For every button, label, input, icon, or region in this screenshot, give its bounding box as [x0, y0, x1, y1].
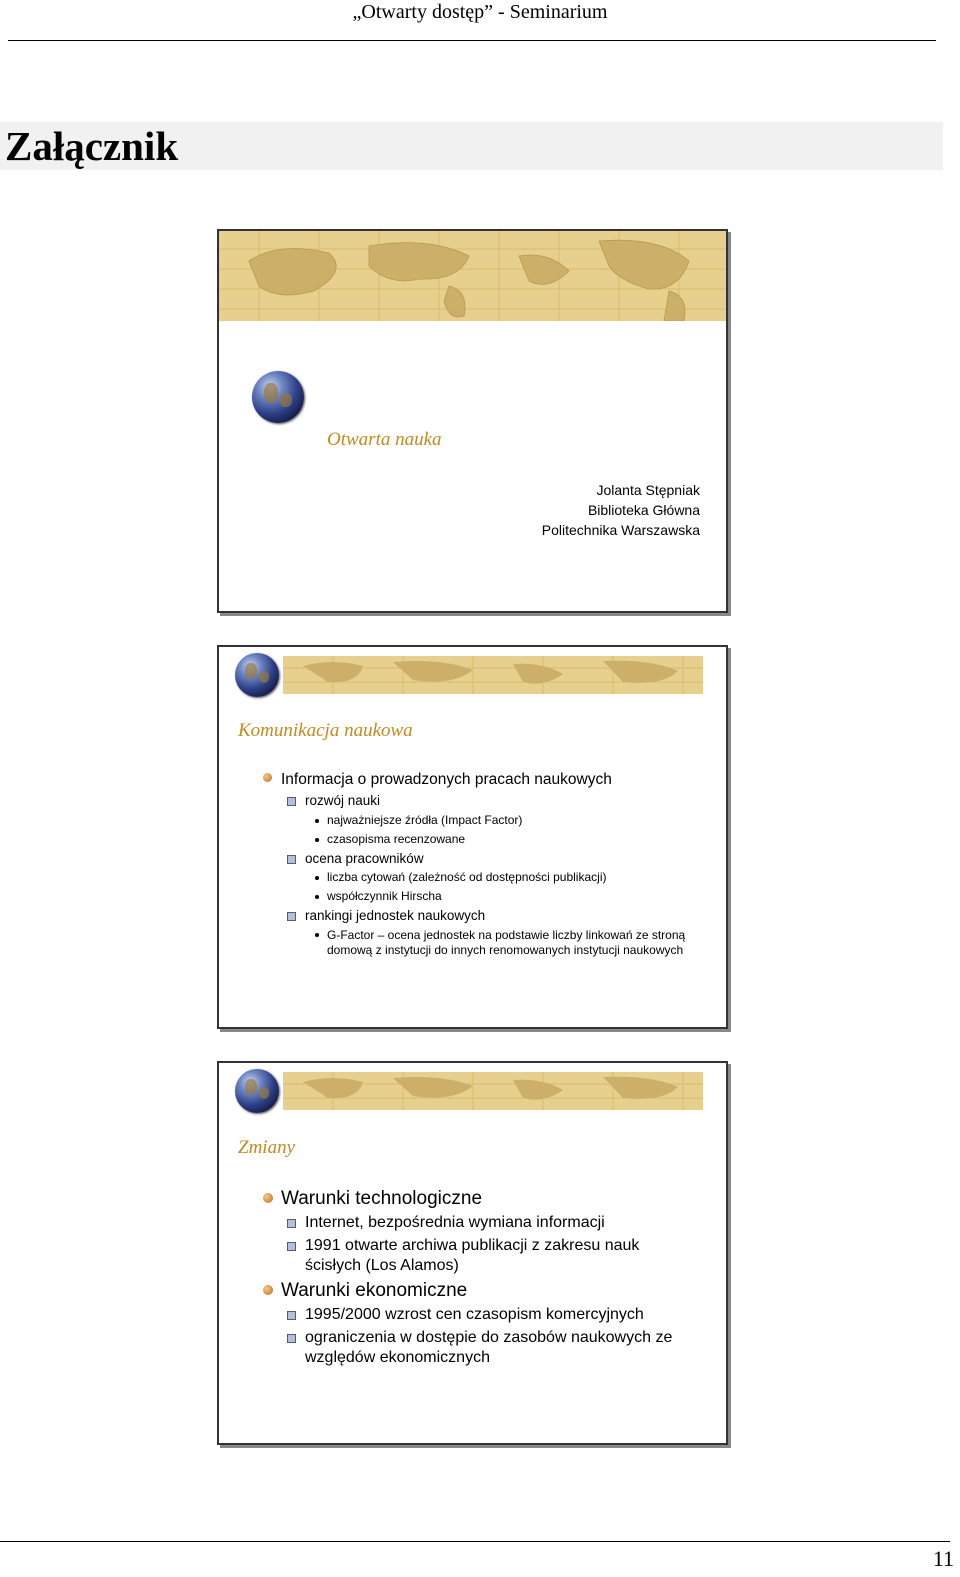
world-map-banner [283, 1072, 703, 1110]
bullet-icon [315, 895, 319, 899]
slide-title: Komunikacja naukowa [238, 720, 413, 741]
list-item: Warunki ekonomiczne [263, 1278, 703, 1304]
slide-title: Zmiany [238, 1137, 295, 1158]
world-map-icon [219, 231, 726, 321]
bullet-icon [315, 819, 319, 823]
slide-3 [217, 1061, 728, 1445]
slide-1 [217, 229, 728, 613]
bullet-icon [263, 773, 272, 782]
globe-icon [252, 371, 304, 423]
page-header-title: „Otwarty dostęp” - Seminarium [352, 1, 608, 23]
list-item: czasopisma recenzowane [313, 830, 703, 849]
bullet-icon [287, 1334, 296, 1343]
bullet-icon [263, 1285, 273, 1295]
world-map-icon [283, 656, 703, 694]
bullet-icon [287, 855, 296, 864]
section-title: Załącznik [5, 123, 179, 169]
list-item: Internet, bezpośrednia wymiana informacji [287, 1212, 703, 1233]
list-item: Informacja o prowadzonych pracach naukowych [263, 769, 703, 791]
list-item: 1995/2000 wzrost cen czasopism komercyjnych [287, 1304, 703, 1326]
list-item: Warunki technologiczne [263, 1186, 703, 1212]
bullet-icon [315, 838, 319, 842]
page-number: 11 [932, 1546, 954, 1571]
list-item: najważniejsze źródła (Impact Factor) [313, 811, 703, 830]
author-block [542, 480, 700, 540]
list-item: rankingi jednostek naukowych [287, 906, 703, 926]
bullet-icon [287, 797, 296, 806]
list-item: rozwój nauki [287, 791, 703, 811]
slide-title: Otwarta nauka [327, 429, 442, 450]
footer-rule [0, 1541, 950, 1542]
globe-icon [235, 1069, 279, 1113]
world-map-banner [219, 231, 726, 321]
list-item: 1991 otwarte archiwa publikacji z zakresu nauk ścisłych (Los Alamos) [287, 1233, 675, 1276]
author-library: Biblioteka Główna [587, 502, 700, 518]
bullet-icon [263, 1193, 273, 1203]
bullet-list [263, 769, 703, 958]
globe-icon [235, 653, 279, 697]
world-map-icon [283, 1072, 703, 1110]
bullet-icon [287, 912, 296, 921]
list-item: ocena pracowników [287, 849, 703, 868]
list-item: liczba cytowań (zależność od dostępności publikacji) [313, 868, 703, 887]
bullet-icon [315, 876, 319, 880]
bullet-icon [287, 1311, 296, 1320]
bullet-icon [287, 1219, 296, 1228]
header-rule [8, 40, 936, 41]
list-item: ograniczenia w dostępie do zasobów naukowych ze względów ekonomicznych [287, 1326, 685, 1368]
author-name: Jolanta Stępniak [596, 482, 700, 498]
list-item: G-Factor – ocena jednostek na podstawie liczby linkowań ze stroną domową z instytucji do innych renomowanych instytucji naukowych [313, 926, 697, 958]
bullet-list [263, 1186, 703, 1368]
author-university: Politechnika Warszawska [541, 522, 700, 538]
bullet-icon [287, 1242, 296, 1251]
bullet-icon [315, 933, 319, 937]
slide-2 [217, 645, 728, 1029]
list-item: współczynnik Hirscha [313, 887, 703, 906]
world-map-banner [283, 656, 703, 694]
